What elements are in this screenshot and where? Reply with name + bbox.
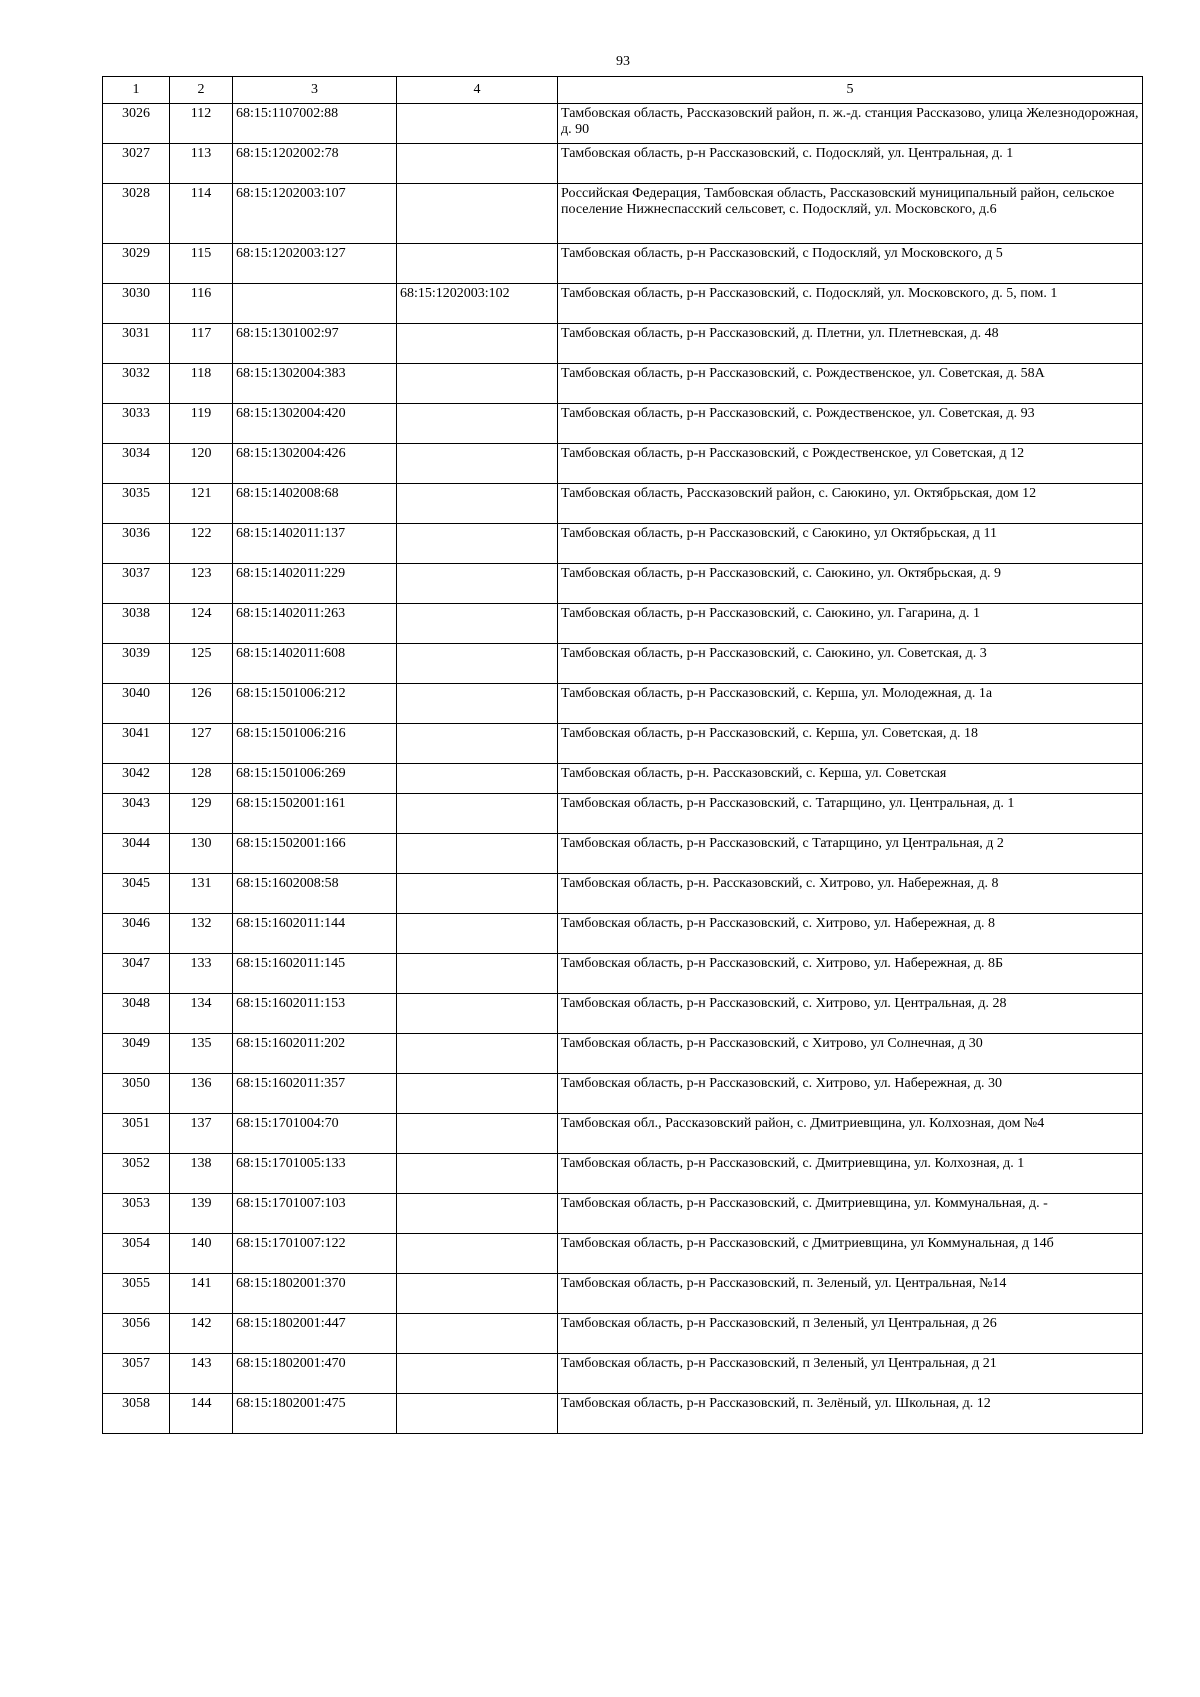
- cell-address: Тамбовская область, Рассказовский район, с. Саюкино, ул. Октябрьская, дом 12: [558, 484, 1143, 524]
- cell-item-number: 127: [170, 724, 233, 764]
- cell-cadastral-number: 68:15:1501006:269: [233, 764, 397, 794]
- cell-row-number: 3036: [103, 524, 170, 564]
- cell-address: Тамбовская область, р-н Рассказовский, с. Хитрово, ул. Набережная, д. 8: [558, 914, 1143, 954]
- page-number: 93: [616, 54, 630, 69]
- cell-premises-cadastral-number: [397, 1034, 558, 1074]
- header-col-1: 1: [103, 77, 170, 104]
- cell-row-number: 3029: [103, 244, 170, 284]
- table-row: [103, 184, 1143, 244]
- cell-item-number: 143: [170, 1354, 233, 1394]
- table-row: [103, 524, 1143, 564]
- cell-item-number: 129: [170, 794, 233, 834]
- cell-address: Тамбовская область, р-н. Рассказовский, с. Керша, ул. Советская: [558, 764, 1143, 794]
- cell-row-number: 3051: [103, 1114, 170, 1154]
- cell-cadastral-number: 68:15:1701004:70: [233, 1114, 397, 1154]
- cell-premises-cadastral-number: [397, 1114, 558, 1154]
- cell-premises-cadastral-number: [397, 1314, 558, 1354]
- cell-address: Тамбовская область, р-н Рассказовский, с Татарщино, ул Центральная, д 2: [558, 834, 1143, 874]
- cell-cadastral-number: 68:15:1302004:383: [233, 364, 397, 404]
- cell-item-number: 125: [170, 644, 233, 684]
- table-row: [103, 914, 1143, 954]
- cell-item-number: 140: [170, 1234, 233, 1274]
- cell-address: Тамбовская область, р-н Рассказовский, с Дмитриевщина, ул Коммунальная, д 14б: [558, 1234, 1143, 1274]
- cell-row-number: 3041: [103, 724, 170, 764]
- cell-row-number: 3058: [103, 1394, 170, 1434]
- table-body: [103, 104, 1143, 1434]
- cell-row-number: 3026: [103, 104, 170, 144]
- cell-row-number: 3055: [103, 1274, 170, 1314]
- cell-cadastral-number: 68:15:1402011:229: [233, 564, 397, 604]
- cell-address: Тамбовская область, р-н. Рассказовский, с. Хитрово, ул. Набережная, д. 8: [558, 874, 1143, 914]
- cell-premises-cadastral-number: [397, 724, 558, 764]
- cell-item-number: 113: [170, 144, 233, 184]
- cell-item-number: 121: [170, 484, 233, 524]
- cell-address: Тамбовская область, р-н Рассказовский, с. Саюкино, ул. Октябрьская, д. 9: [558, 564, 1143, 604]
- cell-premises-cadastral-number: 68:15:1202003:102: [397, 284, 558, 324]
- cell-cadastral-number: 68:15:1602011:202: [233, 1034, 397, 1074]
- cell-premises-cadastral-number: [397, 484, 558, 524]
- cell-row-number: 3032: [103, 364, 170, 404]
- cell-premises-cadastral-number: [397, 1394, 558, 1434]
- table-row: [103, 834, 1143, 874]
- cell-address: Тамбовская область, р-н Рассказовский, с. Подоскляй, ул. Московского, д. 5, пом. 1: [558, 284, 1143, 324]
- table-row: [103, 244, 1143, 284]
- cell-row-number: 3038: [103, 604, 170, 644]
- table-row: [103, 1314, 1143, 1354]
- cell-cadastral-number: 68:15:1402008:68: [233, 484, 397, 524]
- cell-premises-cadastral-number: [397, 914, 558, 954]
- cell-premises-cadastral-number: [397, 1354, 558, 1394]
- cell-cadastral-number: 68:15:1202003:127: [233, 244, 397, 284]
- table-row: [103, 1354, 1143, 1394]
- cell-cadastral-number: 68:15:1802001:470: [233, 1354, 397, 1394]
- cell-row-number: 3037: [103, 564, 170, 604]
- cell-cadastral-number: 68:15:1202003:107: [233, 184, 397, 244]
- table-row: [103, 484, 1143, 524]
- cell-row-number: 3046: [103, 914, 170, 954]
- cell-premises-cadastral-number: [397, 684, 558, 724]
- cell-address: Тамбовская область, р-н Рассказовский, с. Рождественское, ул. Советская, д. 58А: [558, 364, 1143, 404]
- table-row: [103, 1154, 1143, 1194]
- cell-cadastral-number: 68:15:1402011:263: [233, 604, 397, 644]
- table-row: [103, 604, 1143, 644]
- cell-premises-cadastral-number: [397, 564, 558, 604]
- cell-item-number: 134: [170, 994, 233, 1034]
- cell-address: Тамбовская область, р-н Рассказовский, п Зеленый, ул Центральная, д 21: [558, 1354, 1143, 1394]
- cell-cadastral-number: 68:15:1501006:216: [233, 724, 397, 764]
- cell-premises-cadastral-number: [397, 404, 558, 444]
- table-row: [103, 144, 1143, 184]
- cell-cadastral-number: 68:15:1602011:357: [233, 1074, 397, 1114]
- cell-address: Тамбовская область, р-н Рассказовский, с Подоскляй, ул Московского, д 5: [558, 244, 1143, 284]
- table-row: [103, 1034, 1143, 1074]
- cell-item-number: 123: [170, 564, 233, 604]
- cell-row-number: 3034: [103, 444, 170, 484]
- cell-item-number: 124: [170, 604, 233, 644]
- table-row: [103, 994, 1143, 1034]
- cell-cadastral-number: 68:15:1502001:166: [233, 834, 397, 874]
- cell-item-number: 142: [170, 1314, 233, 1354]
- cell-item-number: 120: [170, 444, 233, 484]
- table-row: [103, 724, 1143, 764]
- cell-premises-cadastral-number: [397, 1154, 558, 1194]
- cell-cadastral-number: 68:15:1701007:122: [233, 1234, 397, 1274]
- cell-item-number: 137: [170, 1114, 233, 1154]
- cell-address: Тамбовская область, р-н Рассказовский, с. Саюкино, ул. Советская, д. 3: [558, 644, 1143, 684]
- cell-cadastral-number: 68:15:1402011:608: [233, 644, 397, 684]
- table-row: [103, 1194, 1143, 1234]
- cell-row-number: 3056: [103, 1314, 170, 1354]
- cell-premises-cadastral-number: [397, 764, 558, 794]
- cell-item-number: 136: [170, 1074, 233, 1114]
- cell-row-number: 3049: [103, 1034, 170, 1074]
- table-row: [103, 564, 1143, 604]
- cell-address: Тамбовская область, р-н Рассказовский, с. Хитрово, ул. Набережная, д. 30: [558, 1074, 1143, 1114]
- table-row: [103, 404, 1143, 444]
- cell-premises-cadastral-number: [397, 994, 558, 1034]
- cell-item-number: 141: [170, 1274, 233, 1314]
- cell-cadastral-number: 68:15:1502001:161: [233, 794, 397, 834]
- cell-premises-cadastral-number: [397, 604, 558, 644]
- cell-item-number: 112: [170, 104, 233, 144]
- cell-premises-cadastral-number: [397, 524, 558, 564]
- cell-address: Тамбовская область, р-н Рассказовский, с Саюкино, ул Октябрьская, д 11: [558, 524, 1143, 564]
- table-row: [103, 1394, 1143, 1434]
- cell-row-number: 3050: [103, 1074, 170, 1114]
- cell-item-number: 119: [170, 404, 233, 444]
- cell-row-number: 3028: [103, 184, 170, 244]
- cell-item-number: 122: [170, 524, 233, 564]
- cell-address: Тамбовская область, р-н Рассказовский, с Хитрово, ул Солнечная, д 30: [558, 1034, 1143, 1074]
- cell-item-number: 131: [170, 874, 233, 914]
- cell-address: Тамбовская область, р-н Рассказовский, с. Подоскляй, ул. Центральная, д. 1: [558, 144, 1143, 184]
- cell-cadastral-number: 68:15:1602011:145: [233, 954, 397, 994]
- cell-cadastral-number: 68:15:1802001:370: [233, 1274, 397, 1314]
- registry-table: [102, 76, 1143, 1434]
- cell-premises-cadastral-number: [397, 244, 558, 284]
- cell-address: Тамбовская область, р-н Рассказовский, п. Зеленый, ул. Центральная, №14: [558, 1274, 1143, 1314]
- cell-address: Тамбовская обл., Рассказовский район, с. Дмитриевщина, ул. Колхозная, дом №4: [558, 1114, 1143, 1154]
- cell-cadastral-number: 68:15:1302004:420: [233, 404, 397, 444]
- cell-row-number: 3043: [103, 794, 170, 834]
- cell-cadastral-number: 68:15:1802001:447: [233, 1314, 397, 1354]
- table-row: [103, 764, 1143, 794]
- cell-premises-cadastral-number: [397, 1074, 558, 1114]
- cell-row-number: 3045: [103, 874, 170, 914]
- cell-cadastral-number: 68:15:1107002:88: [233, 104, 397, 144]
- cell-address: Тамбовская область, р-н Рассказовский, с. Хитрово, ул. Набережная, д. 8Б: [558, 954, 1143, 994]
- cell-premises-cadastral-number: [397, 364, 558, 404]
- cell-cadastral-number: 68:15:1602011:153: [233, 994, 397, 1034]
- cell-row-number: 3035: [103, 484, 170, 524]
- cell-premises-cadastral-number: [397, 144, 558, 184]
- cell-row-number: 3048: [103, 994, 170, 1034]
- cell-row-number: 3027: [103, 144, 170, 184]
- cell-row-number: 3044: [103, 834, 170, 874]
- cell-item-number: 128: [170, 764, 233, 794]
- table-row: [103, 104, 1143, 144]
- table-row: [103, 954, 1143, 994]
- cell-cadastral-number: 68:15:1602011:144: [233, 914, 397, 954]
- table-row: [103, 1114, 1143, 1154]
- cell-cadastral-number: 68:15:1602008:58: [233, 874, 397, 914]
- cell-premises-cadastral-number: [397, 644, 558, 684]
- cell-address: Тамбовская область, р-н Рассказовский, с. Рождественское, ул. Советская, д. 93: [558, 404, 1143, 444]
- cell-premises-cadastral-number: [397, 104, 558, 144]
- cell-premises-cadastral-number: [397, 834, 558, 874]
- cell-premises-cadastral-number: [397, 1194, 558, 1234]
- header-col-2: 2: [170, 77, 233, 104]
- cell-address: Тамбовская область, р-н Рассказовский, с. Хитрово, ул. Центральная, д. 28: [558, 994, 1143, 1034]
- cell-cadastral-number: 68:15:1302004:426: [233, 444, 397, 484]
- cell-cadastral-number: 68:15:1202002:78: [233, 144, 397, 184]
- cell-address: Тамбовская область, р-н Рассказовский, с. Татарщино, ул. Центральная, д. 1: [558, 794, 1143, 834]
- cell-item-number: 133: [170, 954, 233, 994]
- cell-cadastral-number: 68:15:1501006:212: [233, 684, 397, 724]
- table-row: [103, 364, 1143, 404]
- header-col-4: 4: [397, 77, 558, 104]
- cell-row-number: 3040: [103, 684, 170, 724]
- cell-row-number: 3047: [103, 954, 170, 994]
- table-row: [103, 324, 1143, 364]
- cell-premises-cadastral-number: [397, 794, 558, 834]
- header-col-3: 3: [233, 77, 397, 104]
- header-col-5: 5: [558, 77, 1143, 104]
- cell-item-number: 114: [170, 184, 233, 244]
- cell-row-number: 3042: [103, 764, 170, 794]
- cell-premises-cadastral-number: [397, 184, 558, 244]
- cell-item-number: 118: [170, 364, 233, 404]
- cell-premises-cadastral-number: [397, 1234, 558, 1274]
- cell-address: Тамбовская область, р-н Рассказовский, с. Дмитриевщина, ул. Коммунальная, д. -: [558, 1194, 1143, 1234]
- cell-cadastral-number: [233, 284, 397, 324]
- cell-address: Тамбовская область, Рассказовский район, п. ж.-д. станция Рассказово, улица Железнодорожная, д. 90: [558, 104, 1143, 144]
- cell-address: Тамбовская область, р-н Рассказовский, с. Керша, ул. Советская, д. 18: [558, 724, 1143, 764]
- cell-item-number: 115: [170, 244, 233, 284]
- cell-row-number: 3033: [103, 404, 170, 444]
- cell-cadastral-number: 68:15:1701007:103: [233, 1194, 397, 1234]
- cell-cadastral-number: 68:15:1402011:137: [233, 524, 397, 564]
- cell-cadastral-number: 68:15:1701005:133: [233, 1154, 397, 1194]
- table-row: [103, 1234, 1143, 1274]
- cell-row-number: 3039: [103, 644, 170, 684]
- cell-premises-cadastral-number: [397, 874, 558, 914]
- cell-address: Российская Федерация, Тамбовская область, Рассказовский муниципальный район, сельское поселение Нижнеспасский сельсовет, с. Подоскляй, ул. Московского, д.6: [558, 184, 1143, 244]
- cell-cadastral-number: 68:15:1802001:475: [233, 1394, 397, 1434]
- cell-cadastral-number: 68:15:1301002:97: [233, 324, 397, 364]
- cell-item-number: 144: [170, 1394, 233, 1434]
- cell-address: Тамбовская область, р-н Рассказовский, п. Зелёный, ул. Школьная, д. 12: [558, 1394, 1143, 1434]
- cell-address: Тамбовская область, р-н Рассказовский, с. Дмитриевщина, ул. Колхозная, д. 1: [558, 1154, 1143, 1194]
- cell-item-number: 130: [170, 834, 233, 874]
- cell-row-number: 3052: [103, 1154, 170, 1194]
- cell-premises-cadastral-number: [397, 954, 558, 994]
- cell-item-number: 132: [170, 914, 233, 954]
- table-header-row: [103, 77, 1143, 104]
- cell-item-number: 139: [170, 1194, 233, 1234]
- cell-address: Тамбовская область, р-н Рассказовский, п Зеленый, ул Центральная, д 26: [558, 1314, 1143, 1354]
- cell-item-number: 126: [170, 684, 233, 724]
- table-row: [103, 1074, 1143, 1114]
- table-row: [103, 684, 1143, 724]
- cell-address: Тамбовская область, р-н Рассказовский, с. Керша, ул. Молодежная, д. 1а: [558, 684, 1143, 724]
- table-row: [103, 1274, 1143, 1314]
- cell-row-number: 3053: [103, 1194, 170, 1234]
- cell-address: Тамбовская область, р-н Рассказовский, с. Саюкино, ул. Гагарина, д. 1: [558, 604, 1143, 644]
- cell-item-number: 138: [170, 1154, 233, 1194]
- cell-premises-cadastral-number: [397, 1274, 558, 1314]
- cell-premises-cadastral-number: [397, 324, 558, 364]
- cell-row-number: 3030: [103, 284, 170, 324]
- cell-address: Тамбовская область, р-н Рассказовский, д. Плетни, ул. Плетневская, д. 48: [558, 324, 1143, 364]
- table-row: [103, 794, 1143, 834]
- table-row: [103, 874, 1143, 914]
- cell-item-number: 135: [170, 1034, 233, 1074]
- table-row: [103, 644, 1143, 684]
- cell-address: Тамбовская область, р-н Рассказовский, с Рождественское, ул Советская, д 12: [558, 444, 1143, 484]
- cell-item-number: 116: [170, 284, 233, 324]
- cell-item-number: 117: [170, 324, 233, 364]
- table-row: [103, 444, 1143, 484]
- cell-row-number: 3031: [103, 324, 170, 364]
- table-row: [103, 284, 1143, 324]
- cell-row-number: 3057: [103, 1354, 170, 1394]
- cell-row-number: 3054: [103, 1234, 170, 1274]
- cell-premises-cadastral-number: [397, 444, 558, 484]
